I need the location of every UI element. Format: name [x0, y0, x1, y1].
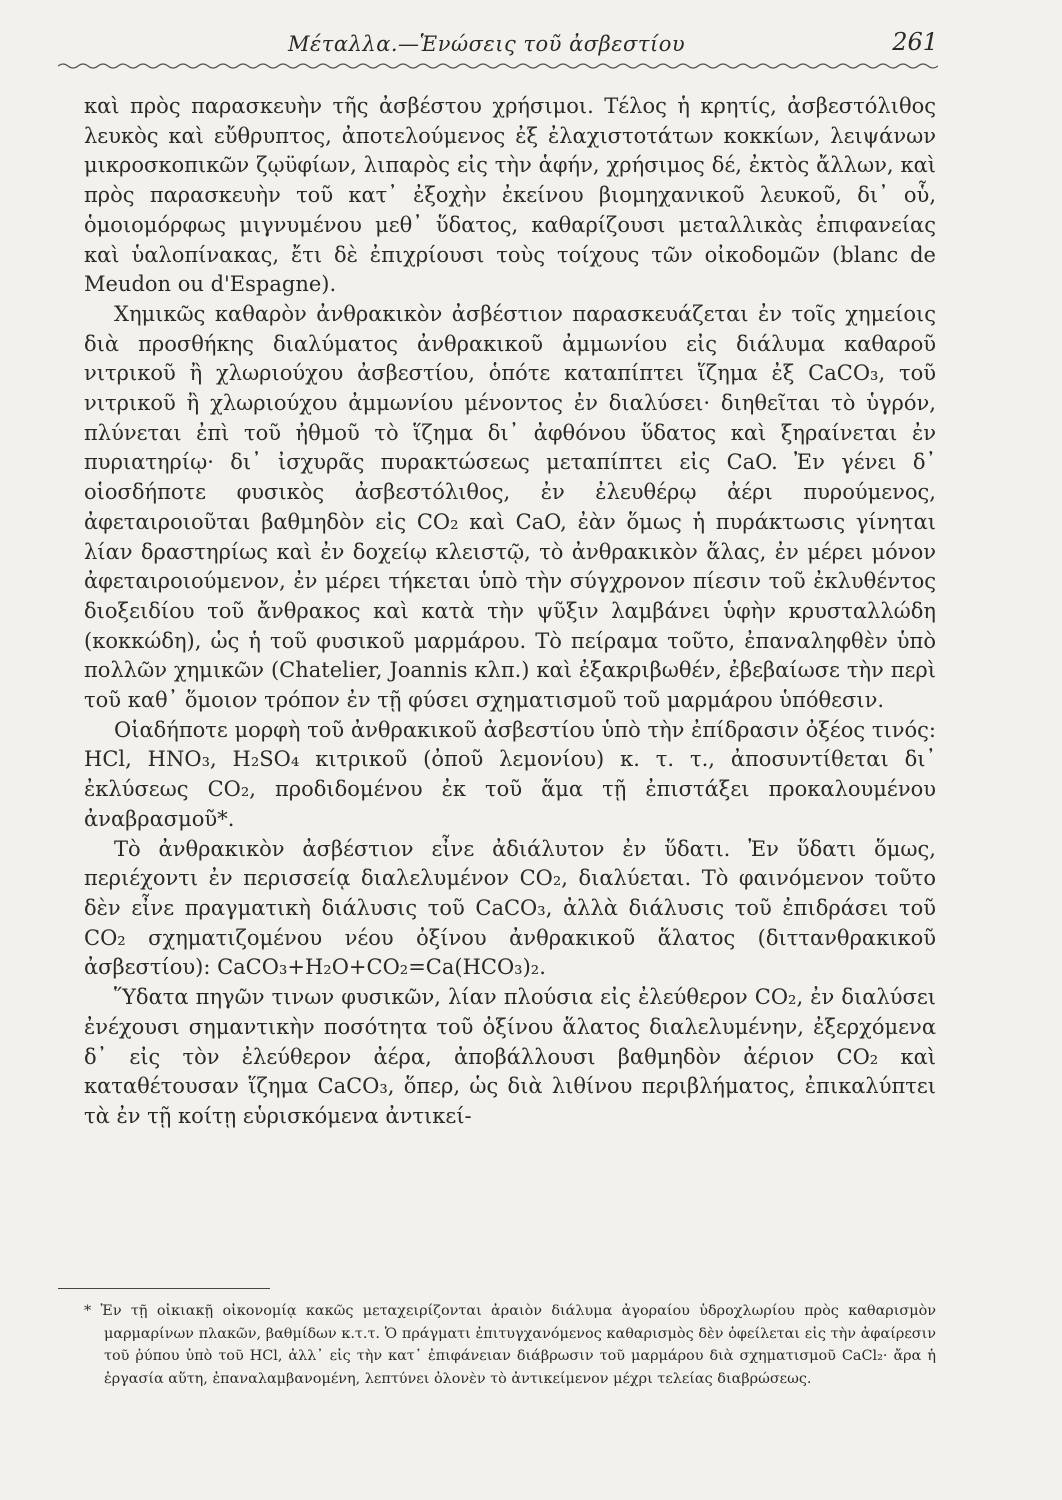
paragraph-3: Οἱαδήποτε μορφὴ τοῦ ἀνθρακικοῦ ἀσβεστίου ὑπὸ τὴν ἐπίδρασιν ὀξέος τινός: HCl, HNO₃, H₂SO₄ κιτρικοῦ (ὀποῦ λεμονίου) κ. τ. τ., ἀποσυντίθεται δι᾽ ἐκλύσεως CO₂, προδιδομένου ἐκ τοῦ ἅμα τῇ ἐπιστάξει προκαλουμένου ἀναβρασμοῦ*.: [84, 717, 936, 831]
running-header: [58, 28, 938, 62]
footnote-divider: [58, 1288, 270, 1289]
paragraph-4: Τὸ ἀνθρακικὸν ἀσβέστιον εἶνε ἀδιάλυτον ἐν ὕδατι. Ἐν ὕδατι ὅμως, περιέχοντι ἐν περισσείᾳ διαλελυμένον CO₂, διαλύεται. Τὸ φαινόμενον τοῦτο δὲν εἶνε πραγματικὴ διάλυσις τοῦ CaCO₃, ἀλλὰ διάλυσις τοῦ ἐπιδράσει τοῦ CO₂ σχηματιζομένου νέου ὀξίνου ἀνθρακικοῦ ἅλατος (διττανθρακικοῦ ἀσβεστίου): CaCO₃+H₂O+CO₂=Ca(HCO₃)₂.: [84, 836, 936, 980]
running-title: Μέταλλα.—Ἑνώσεις τοῦ ἀσβεστίου: [288, 32, 686, 56]
paragraph-5: Ὕδατα πηγῶν τινων φυσικῶν, λίαν πλούσια εἰς ἐλεύθερον CO₂, ἐν διαλύσει ἐνέχουσι σημαντικὴν ποσότητα τοῦ ὀξίνου ἅλατος διαλελυμένην, ἐξερχόμενα δ᾽ εἰς τὸν ἐλεύθερον ἀέρα, ἀποβάλλουσι βαθμηδὸν ἀέριον CO₂ καὶ καταθέτουσαν ἵζημα CaCO₃, ὅπερ, ὡς διὰ λιθίνου περιβλήματος, ἐπικαλύπτει τὰ ἐν τῇ κοίτῃ εὑρισκόμενα ἀντικεί-: [84, 985, 936, 1128]
header-wavy-rule: [58, 60, 938, 72]
paragraph-2: Χημικῶς καθαρὸν ἀνθρακικὸν ἀσβέστιον παρασκευάζεται ἐν τοῖς χημείοις διὰ προσθήκης διαλύματος ἀνθρακικοῦ ἀμμωνίου εἰς διάλυμα καθαροῦ νιτρικοῦ ἢ χλωριούχου ἀσβεστίου, ὁπότε καταπίπτει ἵζημα ἐξ CaCO₃, τοῦ νιτρικοῦ ἢ χλωριούχου ἀμμωνίου μένοντος ἐν διαλύσει· διηθεῖται τὸ ὑγρόν, πλύνεται ἐπὶ τοῦ ἠθμοῦ τὸ ἵζημα δι᾽ ἀφθόνου ὕδατος καὶ ξηραίνεται ἐν πυριατηρίῳ· δι᾽ ἰσχυρᾶς πυρακτώσεως μεταπίπτει εἰς CaO. Ἐν γένει δ᾽ οἱοσδήποτε φυσικὸς ἀσβεστόλιθος, ἐν ἐλευθέρῳ ἀέρι πυρούμενος, ἀφεταιροιοῦται βαθμηδὸν εἰς CO₂ καὶ CaO, ἐὰν ὅμως ἡ πυράκτωσις γίνηται λίαν δραστηρίως καὶ ἐν δοχείῳ κλειστῷ, τὸ ἀνθρακικὸν ἅλας, ἐν μέρει μόνον ἀφεταιροιούμενον, ἐν μέρει τήκεται ὑπὸ τὴν σύγχρονον πίεσιν τοῦ ἐκλυθέντος διοξειδίου τοῦ ἄνθρακος καὶ κατὰ τὴν ψῦξιν λαμβάνει ὑφὴν κρυσταλλώδη (κοκκώδη), ὡς ἡ τοῦ φυσικοῦ μαρμάρου. Τὸ πείραμα τοῦτο, ἐπαναληφθὲν ὑπὸ πολλῶν χημικῶν (Chatelier, Joannis κλπ.) καὶ ἐξακριβωθέν, ἐβεβαίωσε τὴν περὶ τοῦ καθ᾽ ὅμοιον τρόπον ἐν τῇ φύσει σχηματισμοῦ τοῦ μαρμάρου ὑπόθεσιν.: [84, 301, 936, 713]
footnote-text: * Ἐν τῇ οἰκιακῇ οἰκονομίᾳ κακῶς μεταχειρίζονται ἀραιὸν διάλυμα ἀγοραίου ὑδροχλωρίου πρὸς καθαρισμὸν μαρμαρίνων πλακῶν, βαθμίδων κ.τ.τ. Ὁ πράγματι ἐπιτυγχανόμενος καθαρισμὸς δὲν ὀφείλεται εἰς τὴν ἀφαίρεσιν τοῦ ῥύπου ὑπὸ τοῦ HCl, ἀλλ᾽ εἰς τὴν κατ᾽ ἐπιφάνειαν διάβρωσιν τοῦ μαρμάρου διὰ σχηματισμοῦ CaCl₂· ἄρα ἡ ἐργασία αὕτη, ἐπαναλαμβανομένη, λεπτύνει ὀλονὲν τὸ ἀντικείμενον μέχρι τελείας διαβρώσεως.: [84, 1303, 936, 1387]
body-text: [84, 92, 936, 1132]
paragraph-1: καὶ πρὸς παρασκευὴν τῆς ἀσβέστου χρήσιμοι. Τέλος ἡ κρητίς, ἀσβεστόλιθος λευκὸς καὶ εὔθρυπτος, ἀποτελούμενος ἐξ ἐλαχιστοτάτων κοκκίων, λειψάνων μικροσκοπικῶν ζῳϋφίων, λιπαρὸς εἰς τὴν ἁφήν, χρήσιμος δέ, ἐκτὸς ἄλλων, καὶ πρὸς παρασκευὴν τοῦ κατ᾽ ἐξοχὴν ἐκείνου βιομηχανικοῦ λευκοῦ, δι᾽ οὗ, ὁμοιομόρφως μιγνυμένου μεθ᾽ ὕδατος, καθαρίζουσι μεταλλικὰς ἐπιφανείας καὶ ὑαλοπίνακας, ἔτι δὲ ἐπιχρίουσι τοὺς τοίχους τῶν οἰκοδομῶν (blanc de Meudon ou d'Espagne).: [84, 94, 936, 297]
footnote: [84, 1300, 936, 1390]
page-number: 261: [892, 28, 938, 56]
